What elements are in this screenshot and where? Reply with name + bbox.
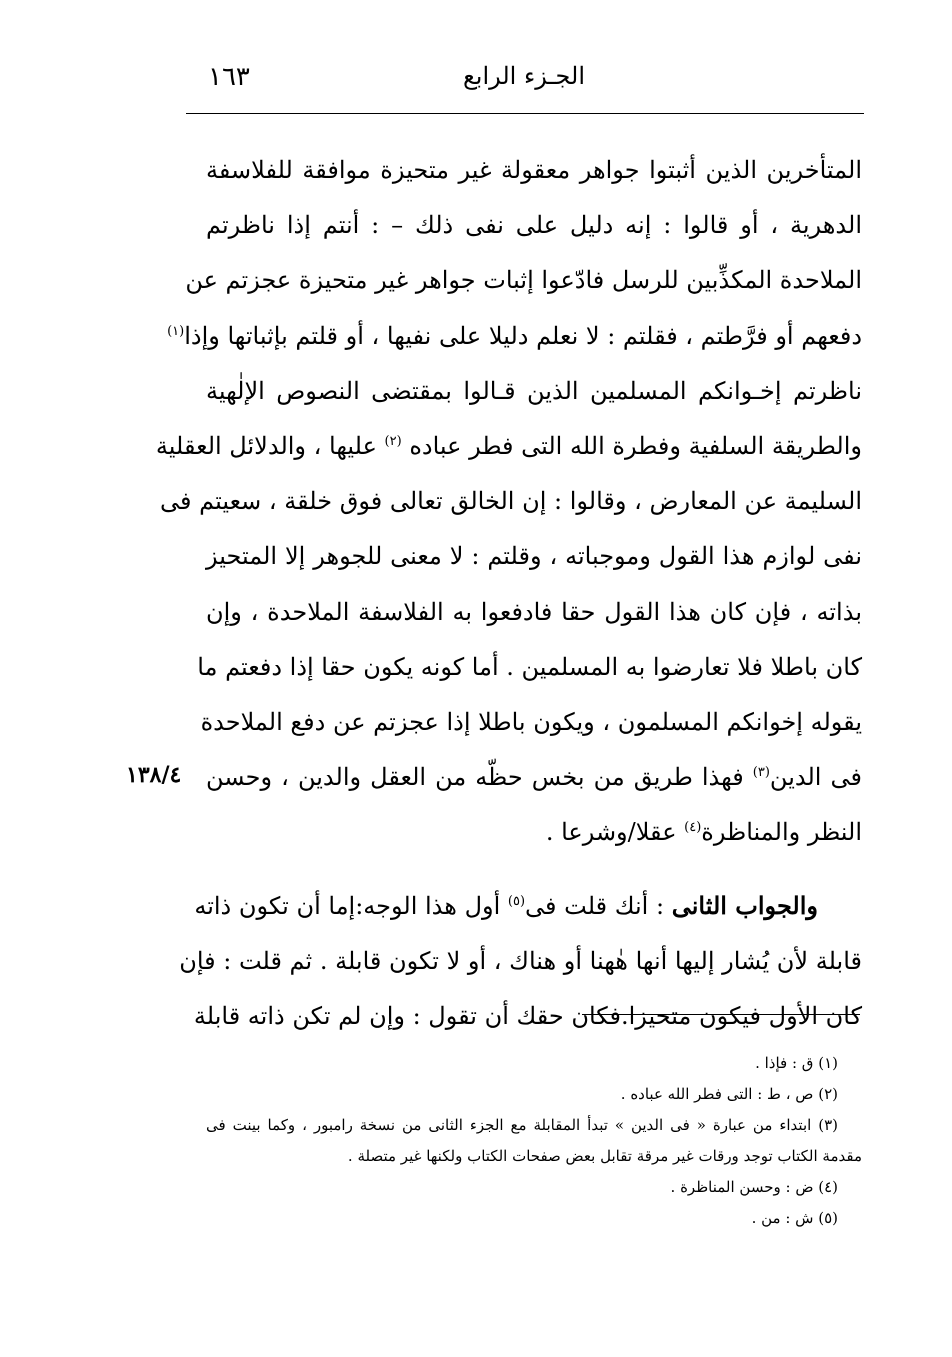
footnote: (١) ق : فإذا . xyxy=(755,1054,838,1072)
text-line: والجواب الثانى : أنك قلت فى$^{(٥)}$ أول هذا الوجه:إما أن تكون ذاته xyxy=(194,891,818,921)
text-line: دفعهم أو فرَّطتم ، فقلتم : لا نعلم دليلا على نفيها ، أو قلتم بإثباتها وإذا$^{(١)}$ xyxy=(167,321,862,350)
footnote-rule xyxy=(582,1014,860,1015)
section-heading: والجواب الثانى xyxy=(671,891,818,921)
footnote-marker: (٥) xyxy=(507,894,526,910)
page-header xyxy=(188,62,860,102)
text-line: نفى لوازم هذا القول وموجباته ، وقلتم : لا معنى للجوهر إلا المتحيز xyxy=(206,542,862,571)
footnote-marker: (١) xyxy=(167,323,185,339)
text-line: كان الأول فيكون متحيزا.فكان حقك أن تقول : وإن لم تكن ذاته قابلة xyxy=(193,1001,862,1030)
running-title: الجـزء الرابع xyxy=(462,62,585,90)
footnote-marker: (٢) xyxy=(384,433,402,449)
text-line: النظر والمناظرة$^{(٤)}$ عقلا/وشرعا . xyxy=(545,818,862,847)
footnote-marker: (٤) xyxy=(684,820,702,836)
text-line: السليمة عن المعارض ، وقالوا : إن الخالق تعالى فوق خلقة ، سعيتم فى xyxy=(160,487,862,516)
text-line: الملاحدة المكذِّبين للرسل فادّعوا إثبات جواهر غير متحيزة عجزتم عن xyxy=(185,266,862,295)
text-line: الدهرية ، أو قالوا : إنه دليل على نفى ذلك – : أنتم إذا ناظرتم xyxy=(206,211,862,240)
footnote: (٥) ش : من . xyxy=(751,1209,838,1227)
margin-reference: ١٣٨/٤ xyxy=(126,762,182,788)
footnote: (٣) ابتداء من عبارة « فى الدين » تبدأ المقابلة مع الجزء الثانى من نسخة رامبور ، وكما بينت فى xyxy=(206,1116,838,1134)
footnote: (٤) ض : وحسن المناظرة . xyxy=(670,1178,838,1196)
text-line: بذاته ، فإن كان هذا القول حقا فادفعوا به الفلاسفة الملاحدة ، وإن xyxy=(206,597,862,626)
footnote: (٢) ص ، ط : التى فطر الله عباده . xyxy=(620,1085,838,1103)
text-line: والطريقة السلفية وفطرة الله التى فطر عباده $^{(٢)}$ عليها ، والدلائل العقلية xyxy=(155,431,862,460)
paragraph-gap xyxy=(206,860,862,878)
text-line: قابلة لأن يُشار إليها أنها هٰهنا أو هناك ، أو لا تكون قابلة . ثم قلت : فإن xyxy=(179,946,862,975)
header-rule xyxy=(186,113,864,114)
footnote-marker: (٣) xyxy=(752,765,770,781)
text-line: يقوله إخوانكم المسلمون ، ويكون باطلا إذا عجزتم عن دفع الملاحدة xyxy=(200,707,862,736)
text-line: ناظرتم إخـوانكم المسلمين الذين قـالوا بمقتضى النصوص الإلٰهية xyxy=(206,376,862,405)
page-number: ١٦٣ xyxy=(208,62,250,92)
footnote: مقدمة الكتاب توجد ورقات غير مرقة تقابل بعض صفحات الكتاب ولكنها غير متصلة . xyxy=(347,1147,862,1165)
text-line: المتأخرين الذين أثبتوا جواهر معقولة غير متحيزة موافقة للفلاسفة xyxy=(206,156,862,184)
text-line: كان باطلا فلا تعارضوا به المسلمين . أما كونه يكون حقا إذا دفعتم ما xyxy=(197,652,862,681)
footnotes xyxy=(206,1048,862,1234)
main-text xyxy=(155,143,862,1044)
text-line: فى الدين$^{(٣)}$ فهذا طريق من بخس حظّه من العقل والدين ، وحسن xyxy=(206,763,862,792)
